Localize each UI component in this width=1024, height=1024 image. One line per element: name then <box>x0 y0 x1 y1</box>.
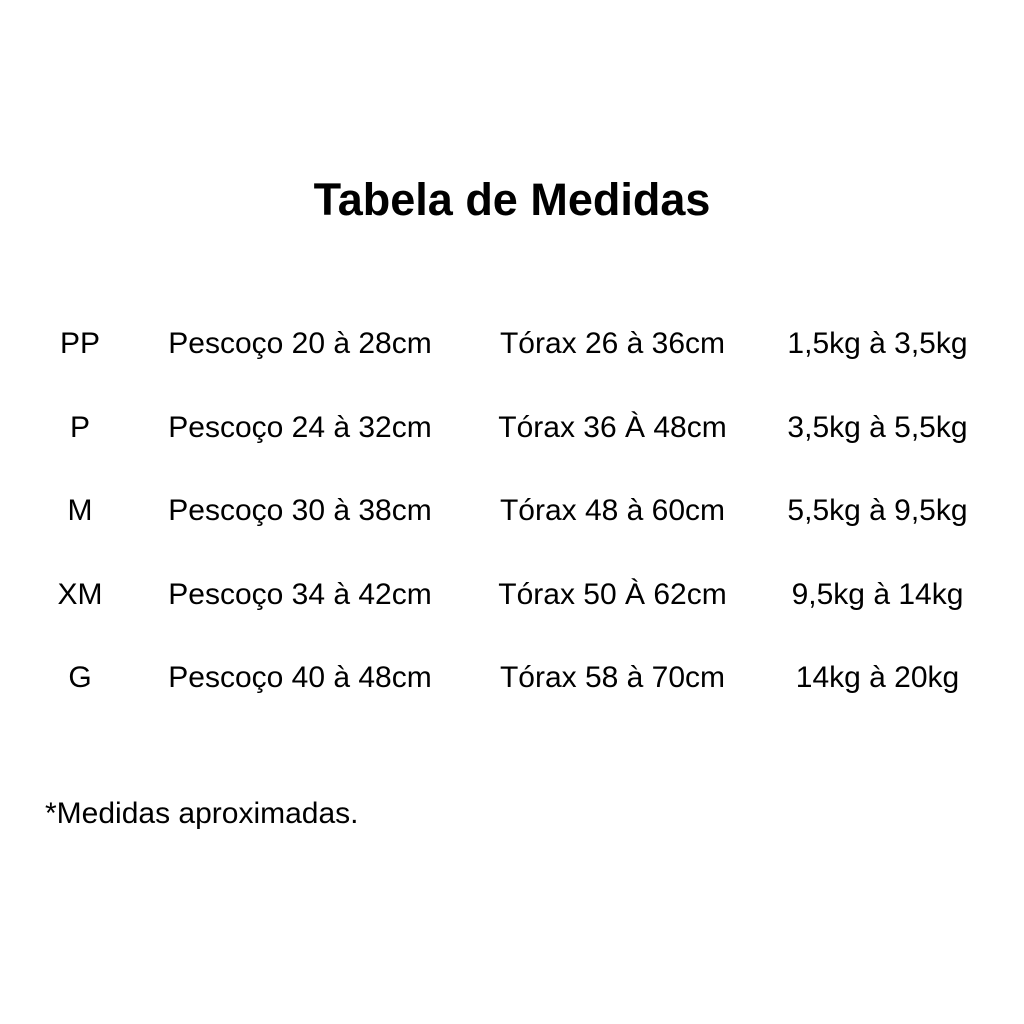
size-label: P <box>69 410 90 444</box>
size-table <box>0 316 1024 734</box>
table-row <box>0 316 1024 400</box>
neck-measurement: Pescoço 30 à 38cm <box>168 494 432 527</box>
chest-measurement: Tórax 50 À 62cm <box>498 577 727 611</box>
table-row <box>0 400 1024 484</box>
page-title: Tabela de Medidas <box>313 174 711 225</box>
table-row <box>0 483 1024 567</box>
neck-measurement: Pescoço 20 à 28cm <box>168 327 432 360</box>
neck-measurement: Pescoço 34 à 42cm <box>168 577 432 611</box>
neck-measurement: Pescoço 40 à 48cm <box>168 661 432 694</box>
chest-measurement: Tórax 36 À 48cm <box>498 410 727 444</box>
neck-measurement: Pescoço 24 à 32cm <box>168 410 432 444</box>
table-row <box>0 567 1024 651</box>
weight-range: 1,5kg à 3,5kg <box>787 327 968 360</box>
footnote: *Medidas aproximadas. <box>45 797 359 830</box>
chest-measurement: Tórax 48 à 60cm <box>499 494 726 527</box>
size-label: PP <box>59 327 101 360</box>
weight-range: 9,5kg à 14kg <box>791 577 964 611</box>
weight-range: 14kg à 20kg <box>795 661 960 694</box>
weight-range: 3,5kg à 5,5kg <box>787 410 968 444</box>
table-row <box>0 650 1024 734</box>
size-label: M <box>67 494 93 527</box>
chest-measurement: Tórax 58 à 70cm <box>499 661 726 694</box>
weight-range: 5,5kg à 9,5kg <box>787 494 968 527</box>
size-label: G <box>68 661 92 694</box>
size-label: XM <box>57 577 103 611</box>
chest-measurement: Tórax 26 à 36cm <box>499 327 726 360</box>
